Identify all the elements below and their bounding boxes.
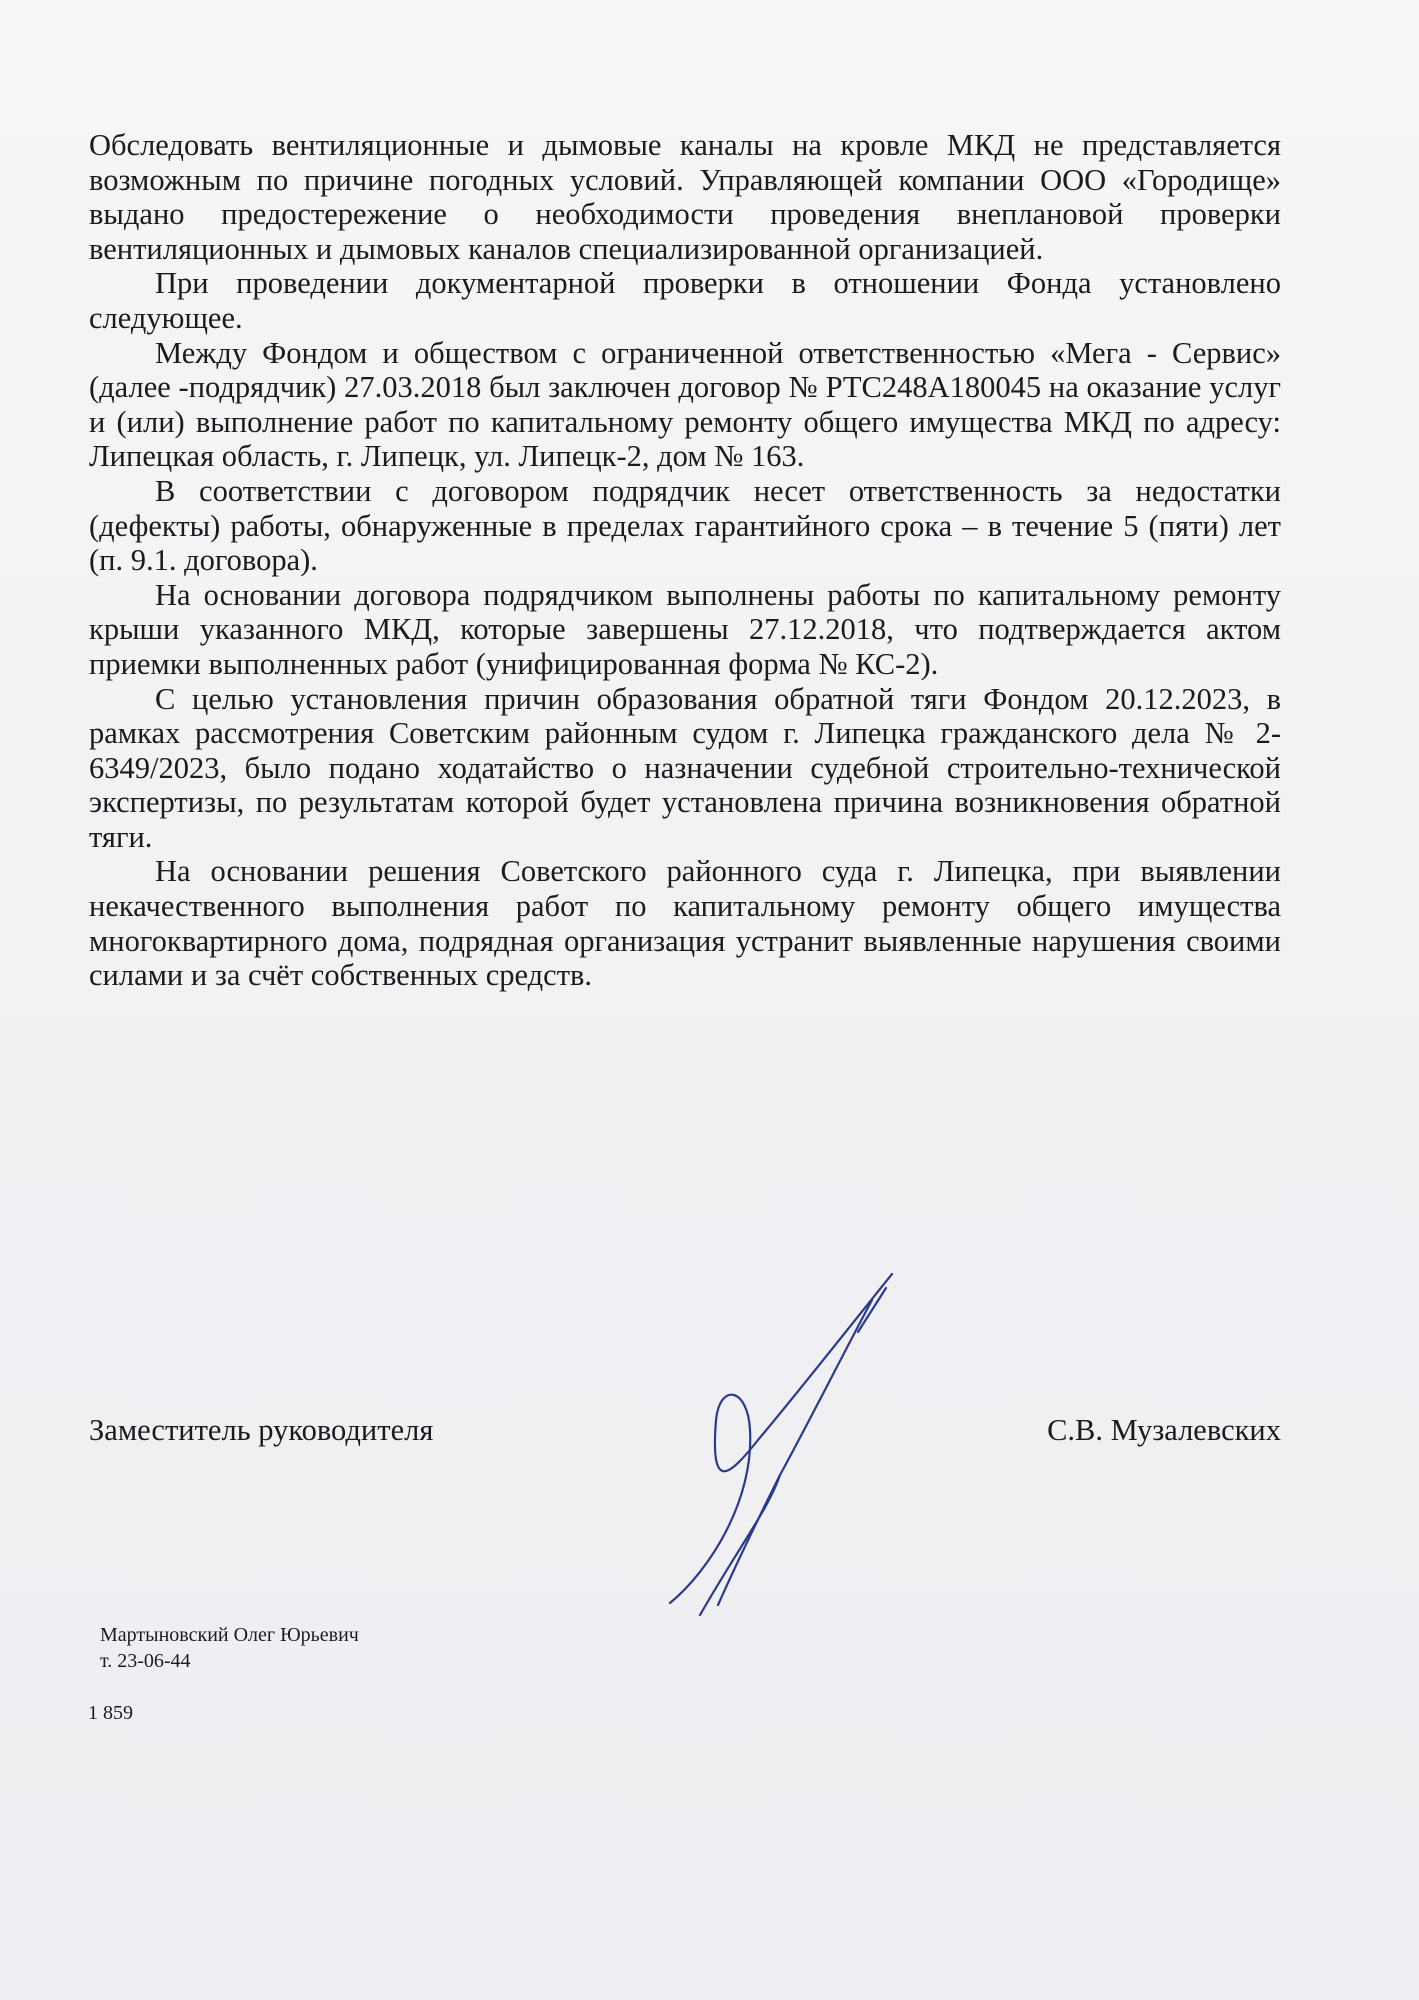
handwritten-signature-icon <box>640 1270 900 1630</box>
paragraph-contract: Между Фондом и обществом с ограниченной ответственностью «Мега - Сервис» (далее -подрядчик) 27.03.2018 был заключен договор № РТС248А180045 на оказание услуг и (или) выполнение работ по капитальному ремонту общего имущества МКД по адресу: Липецкая область, г. Липецк, ул. Липецк-2, дом № 163. <box>89 335 1281 474</box>
signer-position: Заместитель руководителя <box>89 1413 434 1447</box>
paragraph-roof-repair: На основании договора подрядчиком выполнены работы по капитальному ремонту крыши указанного МКД, которые завершены 27.12.2018, что подтверждается актом приемки выполненных работ (унифицированная форма № КС-2). <box>89 577 1281 681</box>
paragraph-ventilation-inspection: Обследовать вентиляционные и дымовые каналы на кровле МКД не представляется возможным по причине погодных условий. Управляющей компании ООО «Городище» выдано предостережение о необходимости проведения внеплановой проверки вентиляционных и дымовых каналов специализированной организацией. <box>89 128 1281 266</box>
paragraph-court-decision: На основании решения Советского районного суда г. Липецка, при выявлении некачественного выполнения работ по капитальному ремонту общего имущества многоквартирного дома, подрядная организация устранит выявленные нарушения своими силами и за счёт собственных средств. <box>89 854 1281 993</box>
letter-body <box>89 128 1281 993</box>
executor-name: Мартыновский Олег Юрьевич <box>100 1624 359 1646</box>
paragraph-warranty: В соответствии с договором подрядчик несет ответственность за недостатки (дефекты) работы, обнаруженные в пределах гарантийного срока – в течение 5 (пяти) лет (п. 9.1. договора). <box>89 473 1281 578</box>
document-number: 1 859 <box>88 1702 133 1724</box>
signer-name: С.В. Музалевских <box>1047 1413 1281 1447</box>
paragraph-court-expertise: С целью установления причин образования обратной тяги Фондом 20.12.2023, в рамках рассмотрения Советским районным судом г. Липецка гражданского дела № 2-6349/2023, было подано ходатайство о назначении судебной строительно-технической экспертизы, по результатам которой будет установлена причина возникновения обратной тяги. <box>89 681 1281 854</box>
executor-phone: т. 23-06-44 <box>100 1650 191 1672</box>
executor-info <box>100 1622 359 1674</box>
paragraph-documentary-check: При проведении документарной проверки в отношении Фонда установлено следующее. <box>89 266 1281 335</box>
